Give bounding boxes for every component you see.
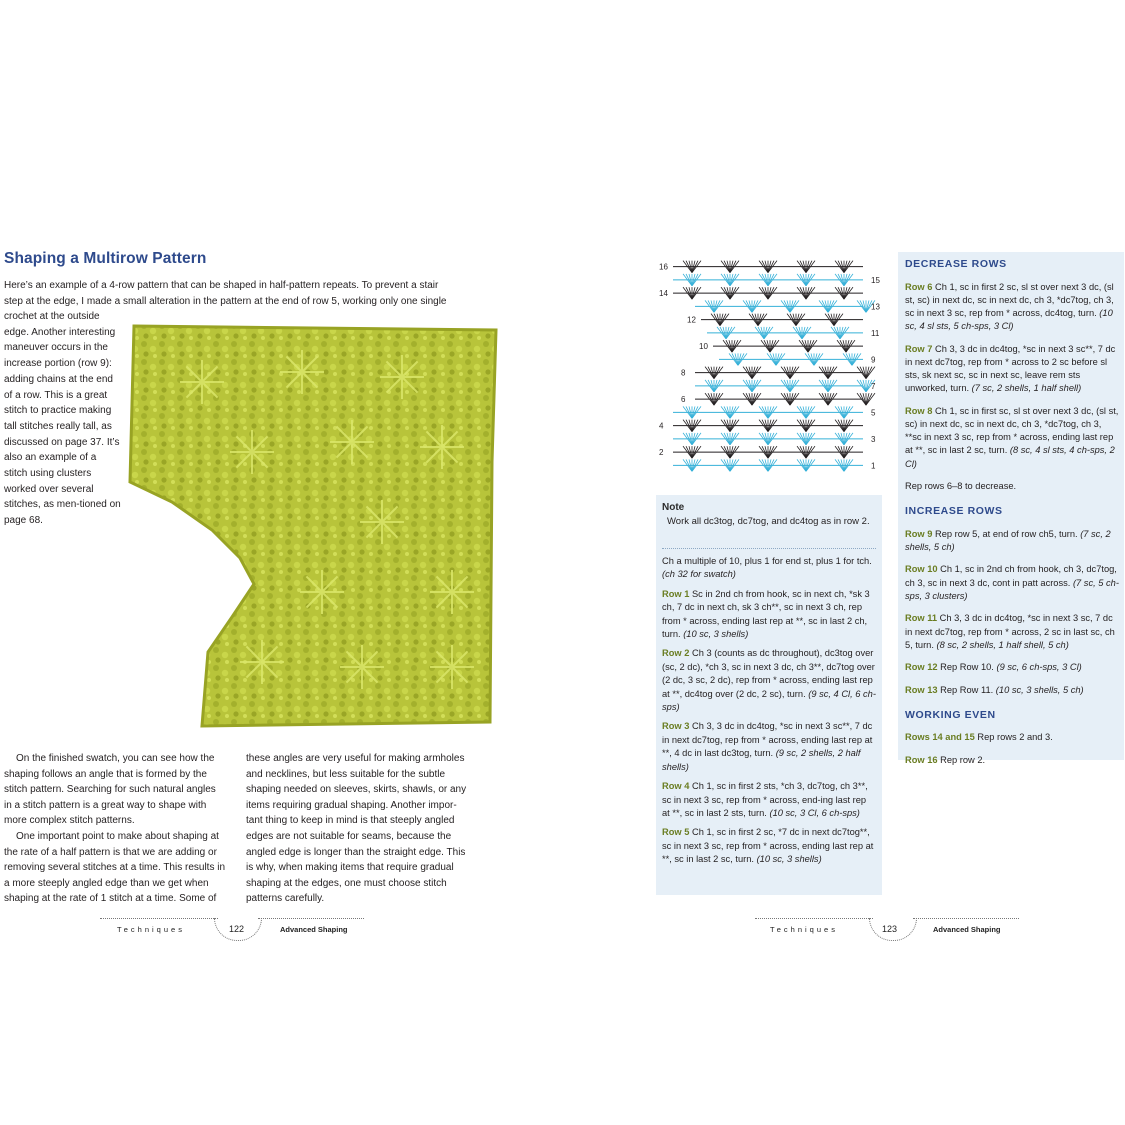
instructions-text — [905, 258, 1119, 776]
row-count: (7 sc, 2 shells, 1 half shell) — [971, 383, 1082, 394]
working-even-row-list — [905, 731, 1119, 767]
row-text: Ch 3, 3 dc in dc4tog, *sc in next 3 sc**, 7 dc in next dc7tog, rep from * across, ending last rep at **, 4 dc in last dc3tog, turn. — [662, 721, 873, 759]
row-label: Row 13 — [905, 684, 938, 695]
row-count: (8 sc, 4 sl sts, 4 ch-sps, 2 Cl) — [905, 445, 1115, 469]
increase-row-list — [905, 528, 1119, 697]
increase-row — [905, 528, 1119, 554]
row-label: Row 6 — [905, 281, 933, 292]
row-label: Row 7 — [905, 343, 933, 354]
even-row — [905, 754, 1119, 767]
row-count: (9 sc, 2 shells, 2 half shells) — [662, 748, 861, 772]
row-count: (7 sc, 2 shells, 5 ch) — [905, 528, 1111, 552]
chart-row-number: 1 — [871, 461, 876, 471]
row-count: (9 sc, 6 ch-sps, 3 Cl) — [996, 662, 1082, 673]
note-row — [662, 780, 876, 820]
row-count: (10 sc, 3 Cl, 6 ch-sps) — [769, 807, 860, 818]
foundation-count: (ch 32 for swatch) — [662, 569, 736, 580]
footer-chapter-label: Advanced Shaping — [280, 925, 348, 934]
row-label: Row 8 — [905, 405, 933, 416]
note-row — [662, 826, 876, 866]
row-text: Ch 1, sc in first 2 sts, *ch 3, dc7tog, ch 3**, sc in next 3 sc, rep from * across, end-ing last rep at **, sc in last 2 sts, turn. — [662, 781, 868, 818]
row-text: Rep row 2. — [937, 754, 986, 765]
chart-row-number: 10 — [699, 342, 708, 352]
increase-row — [905, 684, 1119, 697]
working-even-heading: WORKING EVEN — [905, 708, 996, 721]
row-text: Ch 1, sc in first sc, sl st over next 3 dc, (sl st, sc) in next dc, sc in next dc, ch 3, *dc7tog, ch 3, **sc in next 3 sc, rep from * across, ending last rep at **, sc in last 2 sc, turn. — [905, 405, 1119, 456]
row-label: Row 4 — [662, 781, 690, 792]
foundation-row — [662, 555, 876, 582]
chart-row-number: 2 — [659, 448, 664, 458]
footer-chapter-label: Advanced Shaping — [933, 925, 1001, 934]
section-title: Shaping a Multirow Pattern — [4, 250, 207, 267]
chart-row-number: 15 — [871, 275, 880, 285]
chart-row-number: 11 — [871, 328, 880, 338]
row-label: Row 10 — [905, 564, 938, 575]
increase-row — [905, 661, 1119, 674]
row-count: (10 sc, 3 shells) — [683, 629, 749, 640]
chart-row-number: 13 — [871, 302, 880, 312]
row-text: Ch 3, 3 dc in dc4tog, *sc in next 3 sc**, 7 dc in next dc7tog, rep from * across to 2 sc before sl sts, sk next sc, sc in next sc, leave rem sts unworked, turn. — [905, 343, 1116, 394]
row-label: Row 11 — [905, 613, 938, 624]
decrease-repeat: Rep rows 6–8 to decrease. — [905, 481, 1017, 492]
col1-paragraph-2: One important point to make about shaping at the rate of a half pattern is that we are adding or removing several stitches at a time. This results in a more steeply angled edge than we get when shaping at the rate of 1 stitch at a time. Some of — [4, 830, 226, 905]
chart-row-number: 4 — [659, 421, 664, 431]
row-text: Rep row 5, at end of row ch5, turn. — [932, 528, 1081, 539]
chart-row-number: 12 — [687, 315, 696, 325]
note-text: Work all dc3tog, dc7tog, and dc4tog as in row 2. — [667, 516, 870, 527]
row-label: Row 16 — [905, 754, 938, 765]
intro-paragraph-wrapped: crochet at the outside edge. Another interesting maneuver occurs in the increase portion (row 9): adding chains at the end of a row. This is a great stitch to practice making tall stitches really tall, as discussed on page 37. It’s also an example of a stitch using clusters worked over several stitches, as men-tioned on page 68. — [4, 311, 121, 527]
increase-row — [905, 612, 1119, 652]
chart-row-number: 8 — [681, 368, 686, 378]
note-row-list — [662, 588, 876, 867]
chart-row-number: 6 — [681, 395, 686, 405]
col1-paragraph-1: On the finished swatch, you can see how the shaping follows an angle that is formed by the stitch pattern. Searching for such natural angles in a stitch pattern is a great way to shape with more complex stitch patterns. — [4, 753, 216, 827]
note-heading: Note — [662, 502, 685, 513]
note-divider — [662, 548, 876, 549]
footer-section-label: Techniques — [770, 925, 838, 934]
row-label: Row 12 — [905, 662, 938, 673]
body-column-2 — [246, 751, 468, 907]
row-text: Rep rows 2 and 3. — [974, 732, 1053, 743]
row-text: Ch 1, sc in first 2 sc, *7 dc in next dc7tog**, sc in next 3 sc, rep from * across, ending last rep at **, sc in last 2 sc, turn. — [662, 827, 874, 865]
left-footer — [100, 918, 370, 944]
chart-row-number: 9 — [871, 355, 876, 365]
chart-row-number: 14 — [659, 289, 668, 299]
row-count: (10 sc, 3 shells, 5 ch) — [995, 684, 1084, 695]
row-label: Rows 14 and 15 — [905, 732, 975, 743]
decrease-row — [905, 343, 1119, 396]
chart-row-number: 3 — [871, 434, 876, 444]
even-row — [905, 731, 1119, 744]
chart-row-number: 5 — [871, 408, 876, 418]
decrease-row-list — [905, 281, 1119, 471]
decrease-row — [905, 281, 1119, 334]
decrease-row — [905, 405, 1119, 471]
decrease-heading: DECREASE ROWS — [905, 258, 1007, 270]
row-text: Ch 3, 3 dc in dc4tog, *sc in next 3 sc, 7 dc in next dc7tog, rep from * across, 2 sc in last sc, ch 5, turn. — [905, 613, 1115, 650]
crochet-swatch-photo — [122, 322, 500, 730]
row-label: Row 2 — [662, 648, 690, 659]
intro-paragraph-top: Here’s an example of a 4-row pattern that can be shaped in half-pattern repeats. To prevent a stair step at the edge, I made a small alteration in the pattern at the end of row 5, working only one single — [4, 280, 447, 307]
col2-paragraph-1: these angles are very useful for making armholes and necklines, but less suitable for the subtle shaping needed on sleeves, skirts, shawls, or any items requiring gradual shaping. Another impor-tant thing to keep in mind is that steeply angled edges are not suitable for seams, because the angled edge is longer than the straight edge. This is why, when making items that require gradual shaping at the edges, one must choose stitch patterns carefully. — [246, 753, 467, 905]
row-count: (7 sc, 5 ch-sps, 3 clusters) — [905, 577, 1119, 601]
chart-row-number: 16 — [659, 262, 668, 272]
row-text: Rep Row 10. — [937, 662, 997, 673]
note-row — [662, 647, 876, 714]
row-label: Row 9 — [905, 528, 933, 539]
foundation-text: Ch a multiple of 10, plus 1 for end st, plus 1 for tch. — [662, 556, 872, 566]
increase-row — [905, 563, 1119, 603]
row-text: Ch 1, sc in 2nd ch from hook, ch 3, dc7tog, ch 3, sc in next 3 dc, cont in patt across. — [905, 564, 1117, 588]
increase-heading: INCREASE ROWS — [905, 505, 1003, 518]
row-text: Rep Row 11. — [937, 684, 996, 695]
right-footer — [755, 918, 1025, 944]
row-label: Row 1 — [662, 588, 690, 599]
row-text: Sc in 2nd ch from hook, sc in next ch, *sk 3 ch, 7 dc in next ch, sk 3 ch**, sc in next 3 ch, rep from * across, ending last rep at **, sc in last 2 ch, turn. — [662, 588, 870, 640]
stitch-chart — [655, 252, 885, 480]
note-instructions — [662, 555, 876, 873]
row-label: Row 3 — [662, 721, 690, 732]
page-number-left: 122 — [229, 924, 245, 934]
row-count: (8 sc, 2 shells, 1 half shell, 5 ch) — [936, 639, 1069, 650]
row-label: Row 5 — [662, 827, 690, 838]
row-count: (9 sc, 4 Cl, 6 ch-sps) — [662, 688, 876, 713]
chart-row-number: 7 — [871, 381, 876, 391]
row-count: (10 sc, 3 shells) — [756, 854, 822, 865]
row-text: Ch 3 (counts as dc throughout), dc3tog over (sc, 2 dc), *ch 3, sc in next 3 dc, ch 3**, dc7tog over (2 dc, 3 sc, 2 dc), rep from * across, ending last rep at **, dc4tog over (2 dc, 2 sc), turn. — [662, 648, 875, 699]
page-number-right: 123 — [882, 924, 898, 934]
note-row — [662, 588, 876, 642]
row-count: (10 sc, 4 sl sts, 5 ch-sps, 3 Cl) — [905, 307, 1113, 332]
row-text: Ch 1, sc in first 2 sc, sl st over next 3 dc, (sl st, sc) in next dc, sc in next dc, ch 3, *dc7tog, ch 3, sc in next 3 sc, rep from * across, dc4tog, turn. — [905, 281, 1114, 318]
body-column-1 — [4, 751, 226, 907]
footer-section-label: Techniques — [117, 925, 185, 934]
note-row — [662, 720, 876, 774]
